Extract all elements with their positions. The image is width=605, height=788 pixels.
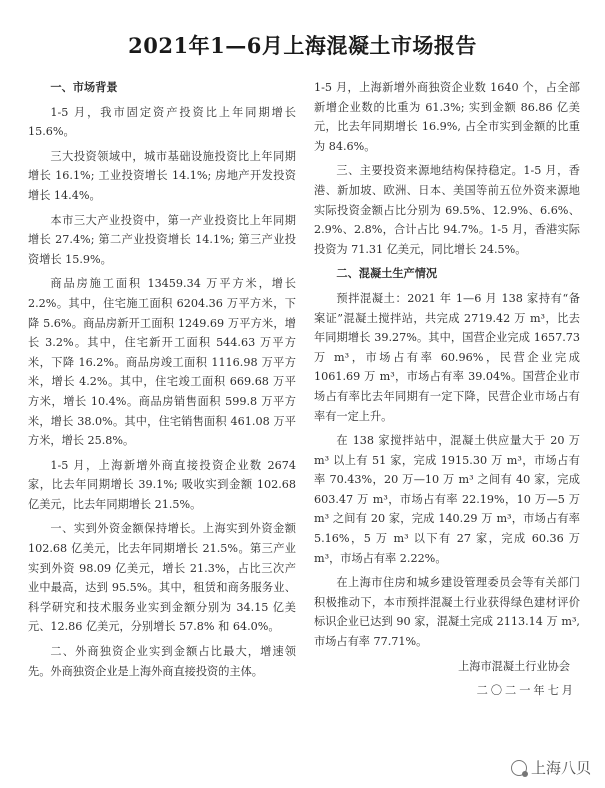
paragraph: 预拌混凝土：2021 年 1—6 月 138 家持有“备案证”混凝土搅拌站，共完成 2719.42 万 m³，比去年同期增长 39.27%。其中，国营企业完成 1657.73 万 m³，市场占有率 60.96%，民营企业完成 1061.69 万 m³，市场占有率 39.04%。国营企业市场占有率比去年同期有一定下降，民营企业市场占有率有一定上升。	[314, 291, 580, 423]
paragraph: 二、外商独资企业实到金额占比最大，增速领先。外商独资企业是上海外商直接投资的主体。	[28, 645, 296, 678]
paragraph: 三大投资领域中，城市基础设施投资比上年同期增长 16.1%; 工业投资增长 14.1%; 房地产开发投资增长 14.4%。	[28, 149, 296, 202]
paragraph: 商品房施工面积 13459.34 万平方米，增长 2.2%。其中，住宅施工面积 6204.36 万平方米，下降 5.6%。商品房新开工面积 1249.69 万平方米，增长 3.2%。其中，住宅新开工面积 544.63 万平方米，下降 16.2%。商品房竣工面积 1116.98 万平方米，增长 4.2%。其中，住宅竣工面积 669.68 万平方米，增长 10.4%。商品房销售面积 599.8 万平方米，增长 38.0%。其中，住宅销售面积 461.08 万平方米，增长 25.8%。	[28, 277, 296, 448]
signature-date: 二〇二一年七月	[476, 684, 576, 698]
paragraph: 1-5 月，上海新增外商直接投资企业数 2674 家，比去年同期增长 39.1%; 吸收实到金额 102.68 亿美元，比去年同期增长 21.5%。	[28, 458, 296, 511]
watermark	[511, 757, 591, 778]
paragraph: 在上海市住房和城乡建设管理委员会等有关部门积极推动下，本市预拌混凝土行业获得绿色建材评价标识企业已达到 90 家，混凝土完成 2113.14 万 m³, 市场占有率 77.71%。	[314, 576, 580, 649]
section-heading-market-background: 一、市场背景	[50, 80, 118, 94]
watermark-text: 上海八贝	[530, 759, 591, 777]
signature-organization: 上海市混凝土行业协会	[458, 659, 570, 673]
paragraph: 1-5 月，我市固定资产投资比上年同期增长 15.6%。	[28, 105, 296, 139]
right-column	[314, 78, 580, 706]
paragraph: 本市三大产业投资中，第一产业投资比上年同期增长 27.4%; 第二产业投资增长 14.1%; 第三产业投资增长 15.9%。	[28, 213, 296, 266]
section-heading-concrete-production: 二、混凝土生产情况	[336, 266, 438, 281]
report-title: 2021年1—6月上海混凝土市场报告	[128, 33, 477, 58]
paragraph: 一、实到外资金额保持增长。上海实到外资金额 102.68 亿美元，比去年同期增长 21.5%。第三产业实到外资 98.09 亿美元，增长 21.3%，占比三次产业中最高，达到 95.5%。其中，租赁和商务服务业、科学研究和技术服务业实到金额分别为 34.15 亿美元、12.86 亿美元，分别增长 57.8% 和 64.0%。	[28, 522, 296, 634]
paragraph: 在 138 家搅拌站中，混凝土供应量大于 20 万 m³ 以上有 51 家，完成 1915.30 万 m³，市场占有率 70.43%，20 万—10 万 m³ 之间有 40 家，完成 603.47 万 m³，市场占有率 22.19%，10 万—5 万 m³ 之间有 20 家，完成 140.29 万 m³，市场占有率 5.16%，5 万 m³ 以下有 27 家，完成 60.36 万 m³，市场占有率 2.22%。	[314, 434, 580, 565]
paragraph: 三、主要投资来源地结构保持稳定。1-5 月，香港、新加坡、欧洲、日本、美国等前五位外资来源地实际投资金额占比分别为 69.5%、12.9%、6.6%、2.9%、2.8%，合计占比 94.7%。1-5 月，香港实际投资为 71.31 亿美元，同比增长 24.5%。	[314, 164, 580, 256]
paragraph: 1-5 月，上海新增外商独资企业数 1640 个，占全部新增企业数的比重为 61.3%; 实到金额 86.86 亿美元，比去年同期增长 16.9%, 占全市实到金额的比重为 84.6%。	[314, 81, 580, 153]
wechat-icon	[511, 760, 527, 776]
left-column	[28, 78, 296, 686]
